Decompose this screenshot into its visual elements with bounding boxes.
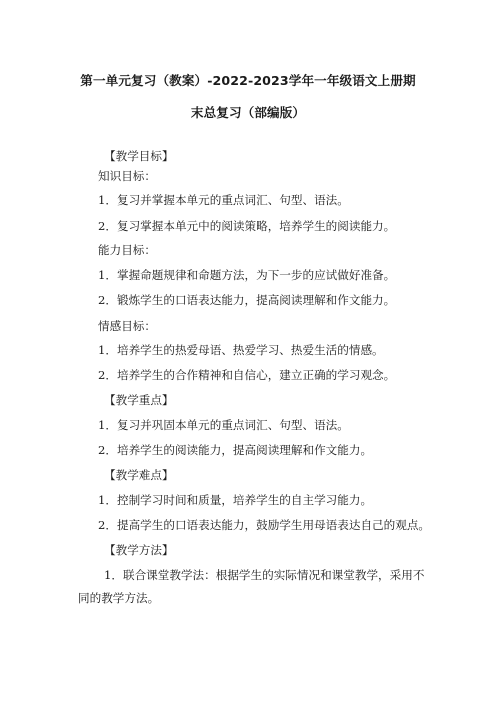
knowledge-goal-item-1: 1．复习并掌握本单元的重点词汇、句型、语法。 (98, 193, 349, 207)
difficulty-item-1: 1．控制学习时间和质量，培养学生的自主学习能力。 (98, 493, 373, 507)
emotion-goal-item-2: 2．培养学生的合作精神和自信心，建立正确的学习观念。 (98, 368, 396, 382)
section-heading-key-points: 【教学重点】 (104, 393, 174, 407)
document-title-line-1: 第一单元复习（教案）-2022-2023学年一年级语文上册期 (80, 73, 416, 88)
emotion-goal-item-1: 1．培养学生的热爱母语、热爱学习、热爱生活的情感。 (98, 343, 384, 357)
ability-goals-label: 能力目标： (98, 243, 156, 257)
method-item-1-line-2: 同的教学方法。 (78, 591, 160, 605)
section-heading-teaching-goals: 【教学目标】 (104, 149, 174, 163)
key-point-item-2: 2．培养学生的阅读能力，提高阅读理解和作文能力。 (98, 443, 373, 457)
knowledge-goals-label: 知识目标： (98, 169, 156, 183)
key-point-item-1: 1．复习并巩固本单元的重点词汇、句型、语法。 (98, 418, 349, 432)
section-heading-methods: 【教学方法】 (104, 543, 174, 557)
document-title-line-2: 末总复习（部编版） (190, 105, 306, 120)
section-heading-difficulties: 【教学难点】 (104, 468, 174, 482)
ability-goal-item-2: 2．锻炼学生的口语表达能力，提高阅读理解和作文能力。 (98, 293, 396, 307)
knowledge-goal-item-2: 2．复习掌握本单元中的阅读策略，培养学生的阅读能力。 (98, 219, 396, 233)
ability-goal-item-1: 1．掌握命题规律和命题方法，为下一步的应试做好准备。 (98, 268, 396, 282)
difficulty-item-2: 2．提高学生的口语表达能力，鼓励学生用母语表达自己的观点。 (98, 518, 431, 532)
emotion-goals-label: 情感目标： (98, 319, 156, 333)
method-item-1-line-1: 1．联合课堂教学法：根据学生的实际情况和课堂教学，采用不 (104, 568, 425, 582)
